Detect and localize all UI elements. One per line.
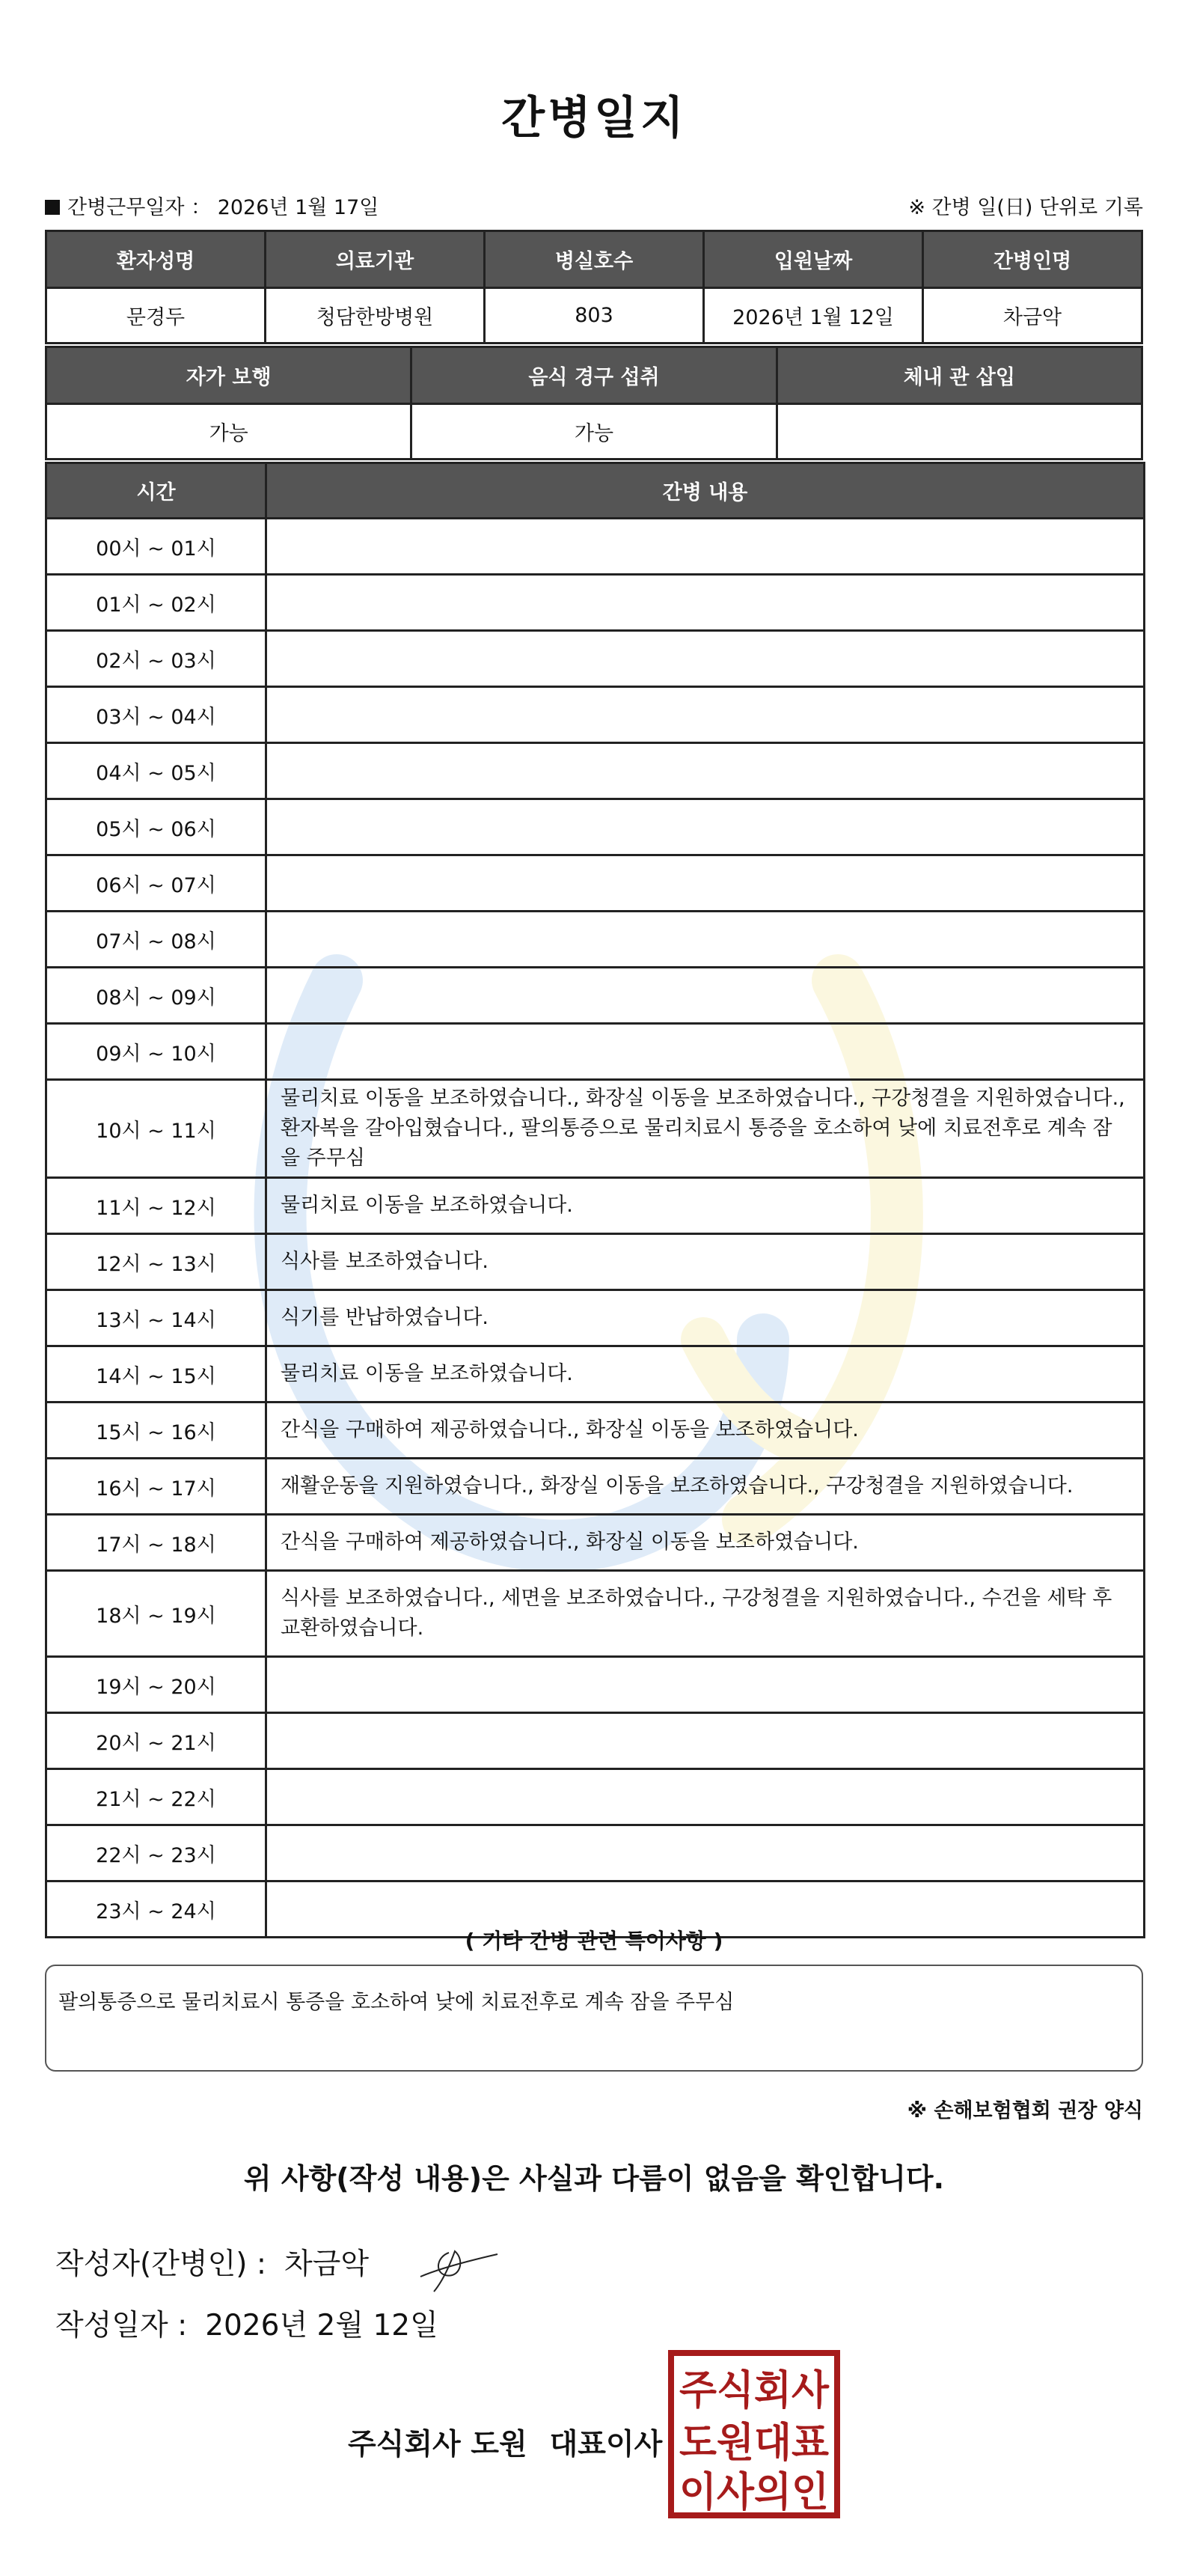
tube-insertion [777, 404, 1142, 460]
table-row [46, 1178, 1145, 1234]
svg-text:주식회사: 주식회사 [679, 2366, 830, 2414]
oral-intake: 가능 [411, 404, 777, 460]
notes-title: ( 기타 간병 관련 특이사항 ) [465, 1929, 723, 1953]
row-content: 간식을 구매하여 제공하였습니다., 화장실 이동을 보조하였습니다. [266, 1515, 1145, 1571]
notes-box: 팔의통증으로 물리치료시 통증을 호소하여 낮에 치료전후로 계속 잠을 주무심 [45, 1965, 1143, 2072]
row-time: 02시 ~ 03시 [46, 631, 266, 687]
table-row [46, 855, 1145, 912]
row-time: 18시 ~ 19시 [46, 1571, 266, 1657]
row-content [266, 743, 1145, 799]
document-title: 간병일지 [501, 92, 687, 144]
table-row [46, 1657, 1145, 1713]
header-caregiver-name: 간병인명 [923, 231, 1142, 288]
table-row [46, 799, 1145, 855]
square-bullet-icon [45, 200, 60, 215]
company-representative: 대표이사 [549, 2428, 663, 2461]
row-time: 19시 ~ 20시 [46, 1657, 266, 1713]
written-date-line [55, 2302, 438, 2344]
writer-label: 작성자(간병인) : [55, 2247, 267, 2281]
row-content [266, 912, 1145, 968]
admission-date: 2026년 1월 12일 [704, 288, 923, 344]
header-time: 시간 [46, 463, 266, 519]
work-date-label: 간병근무일자 [67, 196, 185, 219]
patient-status-table [45, 346, 1143, 460]
record-unit-note: ※ 간병 일(日) 단위로 기록 [908, 196, 1143, 219]
header-room-number: 병실호수 [485, 231, 704, 288]
row-content [266, 631, 1145, 687]
row-content [266, 575, 1145, 631]
row-time: 01시 ~ 02시 [46, 575, 266, 631]
row-time: 09시 ~ 10시 [46, 1024, 266, 1080]
row-content [266, 1024, 1145, 1080]
table-row [46, 1769, 1145, 1825]
row-time: 22시 ~ 23시 [46, 1825, 266, 1881]
row-content: 식기를 반납하였습니다. [266, 1290, 1145, 1346]
header-self-walking: 자가 보행 [46, 347, 411, 404]
row-time: 20시 ~ 21시 [46, 1713, 266, 1769]
table-row [46, 968, 1145, 1024]
company-seal [668, 2350, 840, 2518]
row-content [266, 855, 1145, 912]
row-content [266, 1825, 1145, 1881]
row-content: 식사를 보조하였습니다., 세면을 보조하였습니다., 구강청결을 지원하였습니다., 수건을 세탁 후 교환하였습니다. [266, 1571, 1145, 1657]
self-walking: 가능 [46, 404, 411, 460]
svg-text:이사의인: 이사의인 [679, 2468, 829, 2515]
row-time: 13시 ~ 14시 [46, 1290, 266, 1346]
confirmation-statement: 위 사항(작성 내용)은 사실과 다름이 없음을 확인합니다. [243, 2162, 945, 2195]
association-note: ※ 손해보험협회 권장 양식 [907, 2099, 1143, 2122]
table-row [46, 631, 1145, 687]
caregiver-name: 차금악 [923, 288, 1142, 344]
hospital: 청담한방병원 [266, 288, 485, 344]
table-row [46, 1290, 1145, 1346]
patient-info-table [45, 230, 1143, 344]
header-hospital: 의료기관 [266, 231, 485, 288]
row-time: 04시 ~ 05시 [46, 743, 266, 799]
row-time: 10시 ~ 11시 [46, 1080, 266, 1178]
company-line [348, 2421, 662, 2463]
row-time: 03시 ~ 04시 [46, 687, 266, 743]
row-time: 17시 ~ 18시 [46, 1515, 266, 1571]
header-oral-intake: 음식 경구 섭취 [411, 347, 777, 404]
row-time: 21시 ~ 22시 [46, 1769, 266, 1825]
row-content [266, 1657, 1145, 1713]
table-row [46, 1571, 1145, 1657]
work-date [45, 191, 379, 220]
table-row [46, 912, 1145, 968]
care-log-table [45, 462, 1145, 1938]
row-content [266, 1713, 1145, 1769]
row-time: 07시 ~ 08시 [46, 912, 266, 968]
table-row [46, 743, 1145, 799]
table-row [46, 1024, 1145, 1080]
row-time: 23시 ~ 24시 [46, 1881, 266, 1938]
table-row [46, 1080, 1145, 1178]
table-row [46, 1713, 1145, 1769]
row-time: 12시 ~ 13시 [46, 1234, 266, 1290]
row-content: 재활운동을 지원하였습니다., 화장실 이동을 보조하였습니다., 구강청결을 지원하였습니다. [266, 1459, 1145, 1515]
work-date-value: 2026년 1월 17일 [217, 196, 379, 219]
table-row [46, 575, 1145, 631]
table-row [46, 1825, 1145, 1881]
table-row [46, 1403, 1145, 1459]
row-content [266, 799, 1145, 855]
row-content [266, 1769, 1145, 1825]
signature-image [419, 2238, 501, 2298]
row-content [266, 687, 1145, 743]
row-time: 15시 ~ 16시 [46, 1403, 266, 1459]
row-content [266, 519, 1145, 575]
header-tube-insertion: 체내 관 삽입 [777, 347, 1142, 404]
row-content: 식사를 보조하였습니다. [266, 1234, 1145, 1290]
row-time: 14시 ~ 15시 [46, 1346, 266, 1403]
header-patient-name: 환자성명 [46, 231, 266, 288]
row-time: 11시 ~ 12시 [46, 1178, 266, 1234]
patient-name: 문경두 [46, 288, 266, 344]
table-row [46, 1346, 1145, 1403]
row-time: 00시 ~ 01시 [46, 519, 266, 575]
company-name: 주식회사 도원 [348, 2428, 527, 2461]
written-date-value: 2026년 2월 12일 [205, 2309, 438, 2342]
table-row [46, 1459, 1145, 1515]
row-time: 16시 ~ 17시 [46, 1459, 266, 1515]
table-row [46, 687, 1145, 743]
work-date-separator: ： [191, 196, 212, 219]
writer-line [55, 2241, 369, 2283]
row-time: 05시 ~ 06시 [46, 799, 266, 855]
room-number: 803 [485, 288, 704, 344]
svg-text:도원대표: 도원대표 [679, 2419, 829, 2466]
table-row [46, 1234, 1145, 1290]
row-content [266, 968, 1145, 1024]
header-care-content: 간병 내용 [266, 463, 1145, 519]
table-row [46, 1515, 1145, 1571]
row-time: 08시 ~ 09시 [46, 968, 266, 1024]
written-date-label: 작성일자 : [55, 2309, 188, 2342]
row-content: 물리치료 이동을 보조하였습니다. [266, 1178, 1145, 1234]
writer-name: 차금악 [284, 2247, 370, 2281]
row-time: 06시 ~ 07시 [46, 855, 266, 912]
row-content: 물리치료 이동을 보조하였습니다., 화장실 이동을 보조하였습니다., 구강청결을 지원하였습니다., 환자복을 갈아입혔습니다., 팔의통증으로 물리치료시 통증을 호소하여 낮에 치료전후로 계속 잠을 주무심 [266, 1080, 1145, 1178]
row-content: 간식을 구매하여 제공하였습니다., 화장실 이동을 보조하였습니다. [266, 1403, 1145, 1459]
table-row [46, 519, 1145, 575]
header-admission-date: 입원날짜 [704, 231, 923, 288]
row-content: 물리치료 이동을 보조하였습니다. [266, 1346, 1145, 1403]
